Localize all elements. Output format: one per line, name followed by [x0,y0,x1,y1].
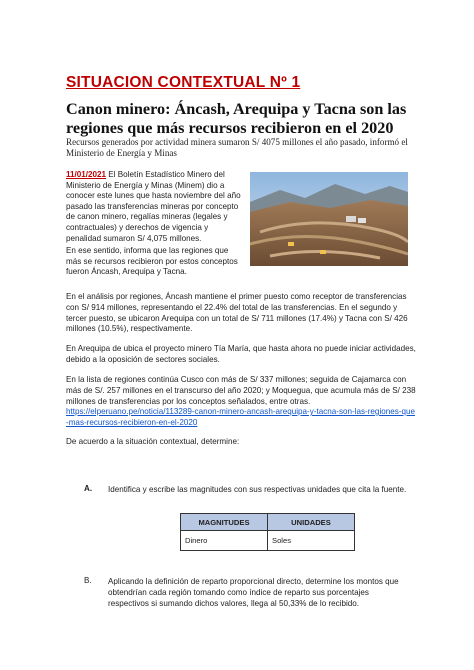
table-header-magnitudes: MAGNITUDES [181,514,268,531]
table-header-unidades: UNIDADES [268,514,355,531]
instruction-text: De acuerdo a la situación contextual, determine: [66,437,240,446]
lead-paragraph [66,170,243,244]
table-cell-unit: Soles [268,531,355,551]
question-a-text: Identifica y escribe las magnitudes con sus respectivas unidades que cita la fuente. [108,485,407,494]
news-date: 11/01/2021 [66,170,107,179]
table-cell-magnitude: Dinero [181,531,268,551]
paragraph-1: En el análisis por regiones, Áncash mantiene el primer puesto como receptor de transferencias con S/ 914 millones, representando el 22.4% del total de las transferencias. En el segundo y tercer puesto, se ubicaron Arequipa con un total de S/ 711 millones (17.4%) y Tacna con S/ 426 millones (10.5%), respectivamente. [66,292,408,334]
paragraph-2: En Arequipa de ubica el proyecto minero Tía María, que hasta ahora no puede iniciar actividades, debido a la oposición de sectores sociales. [66,344,416,364]
news-subheadline: Recursos generados por actividad minera sumaron S/ 4075 millones el año pasado, informó el Ministerio de Energía y Minas [66,137,408,159]
news-headline: Canon minero: Áncash, Arequipa y Tacna son las regiones que más recursos recibieron en el 2020 [66,100,407,137]
lead-paragraph-2: En ese sentido, informa que las regiones que más se recursos recibieron por estos conceptos fueron Áncash, Arequipa y Tacna. [66,246,238,277]
question-b-text: Aplicando la definición de reparto proporcional directo, determine los montos que obtendrían cada región tomando como índice de reparto sus porcentajes respectivos si sumando dichos valores, llega al 50,33% de lo recibido. [108,577,399,608]
question-b-marker: B. [84,576,92,585]
paragraph-3: En la lista de regiones continúa Cusco con más de S/ 337 millones; seguida de Cajamarca con más de S/. 257 millones en el transcurso del año 2020; y Moquegua, que acumula más de S/ 238 millones de transferencias por los conceptos señalados, entre otras. [66,375,416,406]
table-row [181,531,355,551]
mine-photo [250,172,408,266]
lead-text: El Boletín Estadístico Minero del Ministerio de Energía y Minas (Minem) dio a conocer este lunes que hasta noviembre del año pasado las transferencias mineras por concepto de canon minero, regalías mineras (legales y contractuales) y derechos de vigencia y penalidad sumaron S/ 4,075 millones. [66,170,241,243]
question-a-marker: A. [84,484,93,493]
magnitudes-table [180,513,355,551]
section-title: SITUACION CONTEXTUAL Nº 1 [66,74,301,91]
source-link[interactable]: https://elperuano.pe/noticia/113289-canon-minero-ancash-arequipa-y-tacna-son-las-regiones-que-mas-recursos-recibieron-en-el-2020 [66,407,415,427]
